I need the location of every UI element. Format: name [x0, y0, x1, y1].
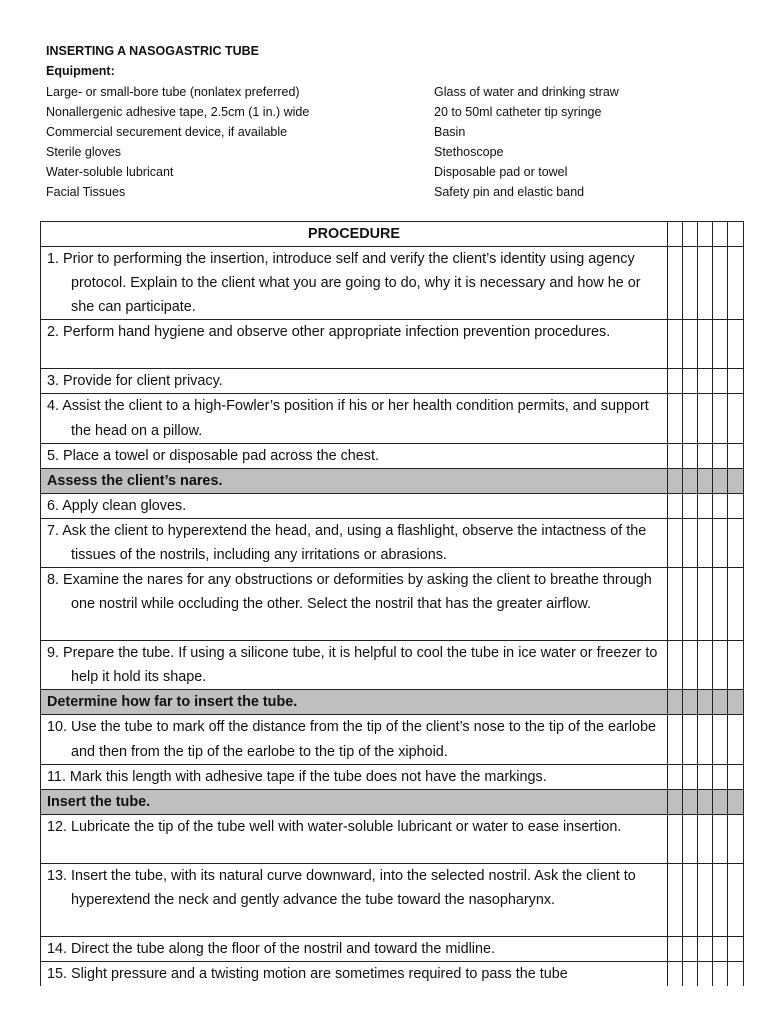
equipment-item: Facial Tissues [46, 185, 126, 199]
check-cell [683, 814, 698, 863]
equipment-item: Commercial securement device, if available [46, 125, 288, 139]
check-cell [668, 320, 683, 369]
check-cell [683, 961, 698, 986]
procedure-table [40, 221, 744, 986]
check-cell [668, 493, 683, 518]
procedure-header: PROCEDURE [41, 222, 668, 247]
step-text: 1. Prior to performing the insertion, introduce self and verify the client’s identity using agency protocol. Explain to the client what you are going to do, why it is necessary and how he or she can participate. [41, 247, 668, 320]
equipment-item: Stethoscope [434, 145, 504, 159]
check-cell [683, 493, 698, 518]
check-cell [698, 936, 713, 961]
check-cell [728, 443, 744, 468]
check-cell [713, 568, 728, 641]
step-text: 15. Slight pressure and a twisting motion are sometimes required to pass the tube [41, 961, 668, 986]
check-cell [683, 936, 698, 961]
check-cell [668, 863, 683, 936]
check-cell [668, 715, 683, 764]
check-cell [698, 468, 713, 493]
step-text: 12. Lubricate the tip of the tube well with water-soluble lubricant or water to ease insertion. [41, 814, 668, 863]
check-cell [728, 690, 744, 715]
equipment-item: Disposable pad or towel [434, 165, 568, 179]
check-cell [668, 443, 683, 468]
equipment-item: Nonallergenic adhesive tape, 2.5cm (1 in.) wide [46, 105, 310, 119]
check-cell [683, 568, 698, 641]
check-cell [698, 518, 713, 567]
table-row [41, 764, 744, 789]
check-cell [683, 394, 698, 443]
check-cell [713, 247, 728, 320]
check-cell [713, 715, 728, 764]
table-row [41, 518, 744, 567]
check-cell [683, 468, 698, 493]
check-cell [713, 641, 728, 690]
equipment-item: Sterile gloves [46, 145, 122, 159]
document-title: INSERTING A NASOGASTRIC TUBE [46, 44, 259, 58]
check-cell [698, 247, 713, 320]
check-cell [728, 222, 744, 247]
check-cell [683, 443, 698, 468]
check-cell [668, 394, 683, 443]
check-cell [728, 936, 744, 961]
check-cell [728, 493, 744, 518]
check-cell [683, 320, 698, 369]
step-text: 4. Assist the client to a high-Fowler’s position if his or her health condition permits, and support the head on a pillow. [41, 394, 668, 443]
table-row [41, 320, 744, 369]
check-cell [683, 764, 698, 789]
check-cell [698, 961, 713, 986]
check-cell [698, 690, 713, 715]
check-cell [668, 789, 683, 814]
check-cell [728, 247, 744, 320]
step-text: 10. Use the tube to mark off the distance from the tip of the client’s nose to the tip of the earlobe and then from the tip of the earlobe to the tip of the xiphoid. [41, 715, 668, 764]
check-cell [698, 641, 713, 690]
check-cell [728, 320, 744, 369]
check-cell [668, 814, 683, 863]
check-cell [668, 222, 683, 247]
equipment-item: Large- or small-bore tube (nonlatex preferred) [46, 85, 300, 99]
equipment-label: Equipment: [46, 64, 115, 78]
step-text: 9. Prepare the tube. If using a silicone tube, it is helpful to cool the tube in ice water or freezer to help it hold its shape. [41, 641, 668, 690]
section-row [41, 468, 744, 493]
check-cell [713, 443, 728, 468]
check-cell [698, 320, 713, 369]
check-cell [698, 814, 713, 863]
check-cell [683, 369, 698, 394]
table-row [41, 641, 744, 690]
check-cell [698, 764, 713, 789]
step-text: 5. Place a towel or disposable pad across the chest. [41, 443, 668, 468]
check-cell [713, 518, 728, 567]
check-cell [668, 961, 683, 986]
check-cell [668, 568, 683, 641]
section-row [41, 789, 744, 814]
step-text: 13. Insert the tube, with its natural curve downward, into the selected nostril. Ask the client to hyperextend the neck and gently advance the tube toward the nasopharynx. [41, 863, 668, 936]
step-text: 8. Examine the nares for any obstructions or deformities by asking the client to breathe through one nostril while occluding the other. Select the nostril that has the greater airflow. [41, 568, 668, 641]
check-cell [713, 493, 728, 518]
check-cell [728, 764, 744, 789]
check-cell [728, 961, 744, 986]
check-cell [728, 394, 744, 443]
equipment-list-left [46, 84, 309, 204]
section-heading: Insert the tube. [41, 789, 668, 814]
table-row [41, 247, 744, 320]
table-row [41, 715, 744, 764]
check-cell [668, 369, 683, 394]
check-cell [728, 814, 744, 863]
table-row [41, 814, 744, 863]
check-cell [728, 641, 744, 690]
check-cell [713, 394, 728, 443]
check-cell [683, 518, 698, 567]
table-row [41, 936, 744, 961]
table-row [41, 394, 744, 443]
step-text: 7. Ask the client to hyperextend the head, and, using a flashlight, observe the intactness of the tissues of the nostrils, including any irritations or abrasions. [41, 518, 668, 567]
check-cell [683, 222, 698, 247]
check-cell [698, 715, 713, 764]
check-cell [683, 690, 698, 715]
equipment-item: Glass of water and drinking straw [434, 85, 619, 99]
check-cell [698, 568, 713, 641]
check-cell [698, 222, 713, 247]
check-cell [713, 936, 728, 961]
check-cell [713, 690, 728, 715]
check-cell [728, 863, 744, 936]
check-cell [713, 789, 728, 814]
check-cell [728, 715, 744, 764]
check-cell [683, 789, 698, 814]
table-row [41, 493, 744, 518]
check-cell [713, 468, 728, 493]
step-text: 14. Direct the tube along the floor of the nostril and toward the midline. [41, 936, 668, 961]
table-row [41, 961, 744, 986]
check-cell [668, 641, 683, 690]
check-cell [683, 641, 698, 690]
step-text: 11. Mark this length with adhesive tape if the tube does not have the markings. [41, 764, 668, 789]
step-text: 6. Apply clean gloves. [41, 493, 668, 518]
check-cell [713, 863, 728, 936]
check-cell [668, 936, 683, 961]
section-heading: Determine how far to insert the tube. [41, 690, 668, 715]
equipment-item: Water-soluble lubricant [46, 165, 174, 179]
check-cell [668, 247, 683, 320]
check-cell [698, 443, 713, 468]
table-header-row [41, 222, 744, 247]
table-row [41, 369, 744, 394]
equipment-item: 20 to 50ml catheter tip syringe [434, 105, 602, 119]
check-cell [668, 690, 683, 715]
check-cell [728, 568, 744, 641]
section-row [41, 690, 744, 715]
check-cell [683, 247, 698, 320]
check-cell [728, 468, 744, 493]
check-cell [668, 468, 683, 493]
check-cell [713, 222, 728, 247]
check-cell [698, 369, 713, 394]
check-cell [698, 789, 713, 814]
check-cell [698, 493, 713, 518]
check-cell [698, 863, 713, 936]
check-cell [683, 863, 698, 936]
step-text: 3. Provide for client privacy. [41, 369, 668, 394]
section-heading: Assess the client’s nares. [41, 468, 668, 493]
table-row [41, 863, 744, 936]
table-row [41, 568, 744, 641]
step-text: 2. Perform hand hygiene and observe other appropriate infection prevention procedures. [41, 320, 668, 369]
check-cell [713, 320, 728, 369]
check-cell [668, 764, 683, 789]
equipment-item: Safety pin and elastic band [434, 185, 585, 199]
check-cell [683, 715, 698, 764]
check-cell [713, 961, 728, 986]
equipment-item: Basin [434, 125, 466, 139]
check-cell [713, 814, 728, 863]
check-cell [728, 518, 744, 567]
check-cell [713, 764, 728, 789]
check-cell [728, 369, 744, 394]
equipment-list-right [434, 84, 619, 204]
check-cell [668, 518, 683, 567]
check-cell [713, 369, 728, 394]
table-row [41, 443, 744, 468]
check-cell [728, 789, 744, 814]
check-cell [698, 394, 713, 443]
